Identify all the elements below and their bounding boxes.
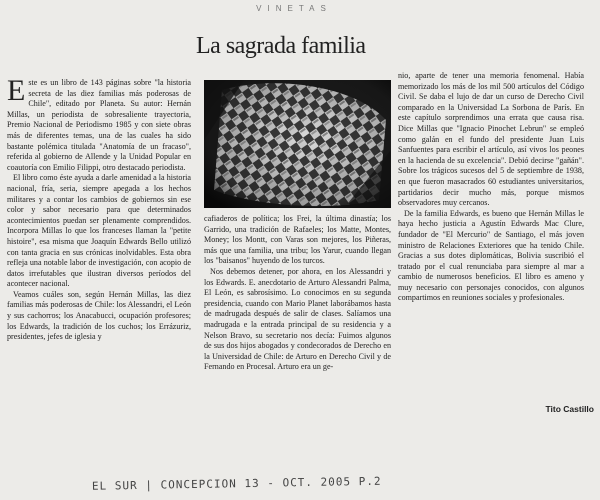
paragraph: El libro como éste ayuda a darle amenidad a la historia nacional, fría, seria, siempre apegada a los hechos militares y a contar los cambios de gobiernos sin ese color y sabor necesario para que determinados acontecimientos puedan ser plenamente comprendidos. Incorpora Millas lo que los franceses llaman la "petite histoire", esa misma que Joaquín Edwards Bello utilizó con tanta gracia en sus crónicas inolvidables. Esta obra refleja una notable labor de investigación, con acopio de datos irrefutables que ilustran diversos períodos del acontecer nacional. xyxy=(7,173,191,289)
paragraph: Nos debemos detener, por ahora, en los Alessandri y los Edwards. E. anecdotario de Arturo Alessandri Palma, El León, es sabrosísimo. Lo conocimos en su segunda presidencia, cuando con Mario Planet laborábamos hasta de madrugada después de salir de clases. Salíamos una madrugada e la entrada principal de su residencia y a Nelson Bravo, su secretario nos decía: Fuimos algunos de sus dos hijos abogados y condecorados de Derecho en la Universidad de Chile: de Arturo en Derecho Civil y de Fernando en Procesal. Arturo era un ge- xyxy=(204,266,391,372)
paragraph: nio, aparte de tener una memoria fenomenal. Había memorizado los más de los mil 500 artículos del Código Civil. Se daba el lujo de dar un curso de Derecho Civil comparado en la Universidad La Sorbona de París. En este capítulo sorprendimos una errata que causa risa. Dice Millas que "Ignacio Pinochet Lebrun" se empleó como galán en el fundo del presidente Juan Luis Sanfuentes para escribir el artículo, así vivos los peones en la hacienda de su excelencia". Debió decirse "gañán". Sobre los trágicos sucesos del 5 de septiembre de 1938, en que fueron masacrados 60 estudiantes universitarios, partidarios decir mucho más, porque mismos observadores muy cercanos. xyxy=(398,71,584,208)
article-column-2 xyxy=(204,214,391,470)
woven-pattern-image xyxy=(204,80,391,208)
paragraph: Veamos cuáles son, según Hernán Millas, las diez familias más poderosas de Chile: los Alessandri, el León y sus cachorros; los Anacabucci, ocupación profesores; los Edwards, la tradición de los cuchos; los Errázuriz, presidentes, jefes de iglesia y xyxy=(7,289,191,342)
author-byline: Tito Castillo xyxy=(545,404,594,414)
drop-cap: E xyxy=(7,78,26,107)
article-photo xyxy=(204,80,391,208)
article-column-3 xyxy=(398,71,584,401)
section-label: VINETAS xyxy=(256,4,332,13)
handwritten-source-note: EL SUR | CONCEPCION 13 - OCT. 2005 P.2 xyxy=(91,474,382,493)
paragraph: Este es un libro de 143 páginas sobre "la historia secreta de las diez familias más poderosas de Chile", editado por Planeta. Su autor: Hernán Millas, un periodista de sobresaliente trayectoria, Premio Nacional de Periodismo 1985 y con siete obras más de diferentes temas, una de las cuales ha sido bastante polémica titulada "Anatomía de un fracaso", referida al gobierno de Allende y la Unidad Popular en coautoría con Emilio Filippi, otro destacado periodista. xyxy=(7,78,191,172)
article-column-1 xyxy=(7,78,191,470)
article-title: La sagrada familia xyxy=(196,33,366,59)
paragraph: De la familia Edwards, es bueno que Hernán Millas le haya hecho justicia a Agustín Edwards Mac Clure, fundador de "El Mercurio" de Santiago, el más joven ministro de Relaciones Exteriores que ha tenido Chile. Gracias a sus dotes diplomáticas, Bolivia suscribió el tratado por el cual renunciaba para siempre al mar a cambio de numerosos beneficios. El libro es ameno y muy necesario con personajes conocidos, con algunos compartimos en reuniones sociales y profesionales. xyxy=(398,208,584,303)
paragraph: cafiaderos de política; los Frei, la última dinastía; los Garrido, una tradición de Rafaeles; los Matte, Montes, Money; los Montt, con Varas son mejores, los Piñeras, más que una familia, una tribu; los Yarur, cuando llegan los "baisanos" huyendo de los turcos. xyxy=(204,214,391,266)
